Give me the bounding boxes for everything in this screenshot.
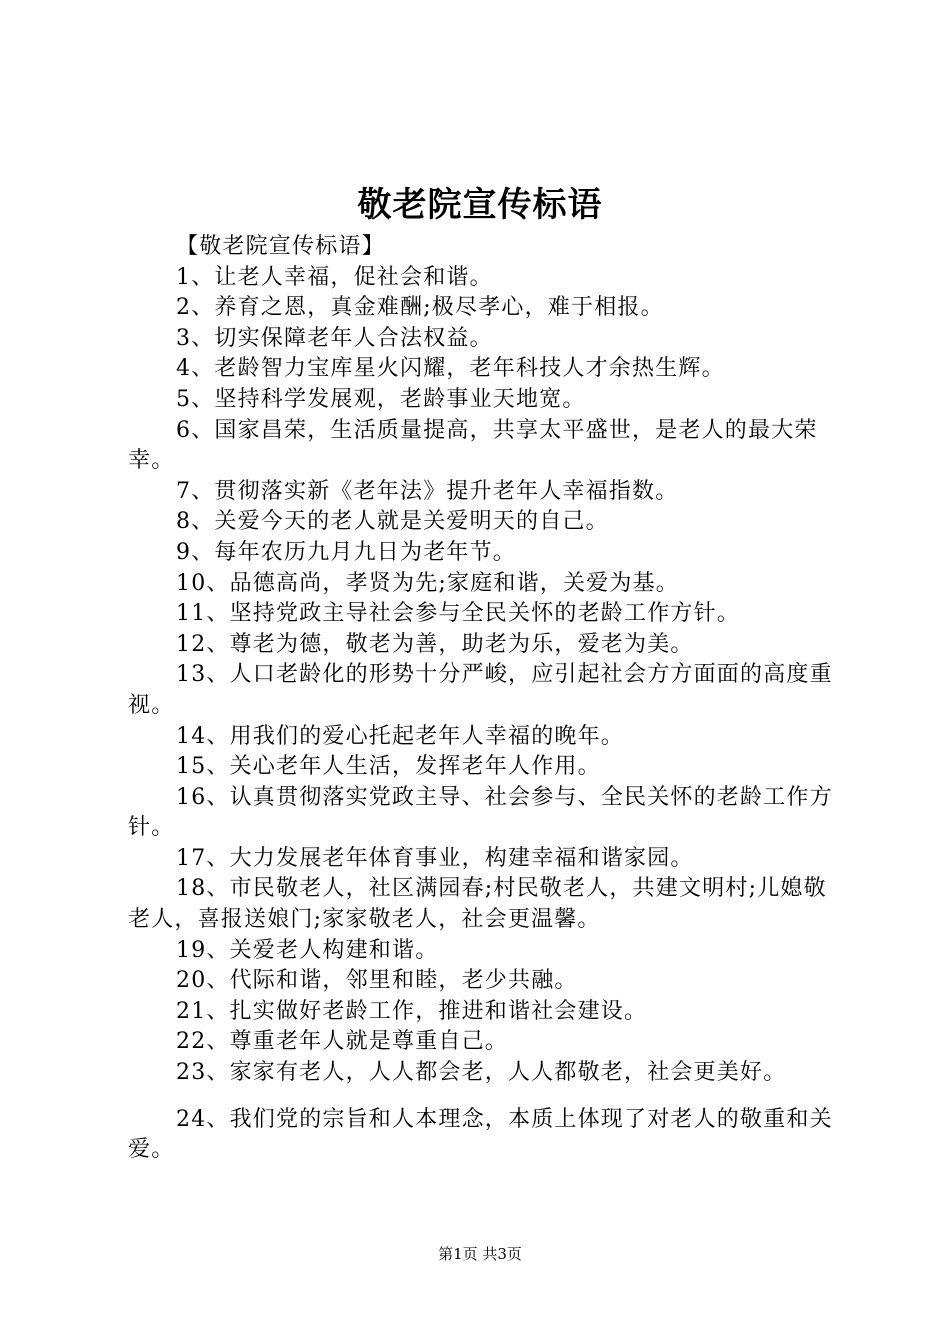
slogan-7: 7、贯彻落实新《老年法》提升老年人幸福指数。 bbox=[176, 478, 679, 504]
slogan-3: 3、切实保障老年人合法权益。 bbox=[176, 325, 493, 351]
slogan-9: 9、每年农历九月九日为老年节。 bbox=[176, 539, 516, 565]
slogan-23: 23、家家有老人，人人都会老，人人都敬老，社会更美好。 bbox=[176, 1060, 787, 1086]
page-footer: 第1页 共3页 bbox=[438, 1245, 522, 1263]
slogan-13: 13、人口老龄化的形势十分严峻，应引起社会方方面面的高度重视。 bbox=[128, 662, 833, 718]
slogan-20: 20、代际和谐，邻里和睦，老少共融。 bbox=[176, 968, 578, 994]
paragraph-heading: 【敬老院宣传标语】 bbox=[176, 234, 385, 259]
slogan-16: 16、认真贯彻落实党政主导、社会参与、全民关怀的老龄工作方针。 bbox=[128, 784, 833, 841]
document-title: 敬老院宣传标语 bbox=[357, 185, 603, 225]
slogan-14: 14、用我们的爱心托起老年人幸福的晚年。 bbox=[176, 723, 624, 749]
slogan-10: 10、品德高尚，孝贤为先;家庭和谐，关爱为基。 bbox=[176, 570, 680, 596]
slogan-21: 21、扎实做好老龄工作，推进和谐社会建设。 bbox=[176, 998, 648, 1024]
slogan-12: 12、尊老为德，敬老为善，助老为乐，爱老为美。 bbox=[176, 631, 694, 657]
slogan-17: 17、大力发展老年体育事业，构建幸福和谐家园。 bbox=[176, 845, 694, 871]
slogan-18: 18、市民敬老人，社区满园春;村民敬老人，共建文明村;儿媳敬老人，喜报送娘门;家家敬老人，社会更温馨。 bbox=[128, 876, 827, 933]
slogan-19: 19、关爱老人构建和谐。 bbox=[176, 937, 439, 963]
slogan-8: 8、关爱今天的老人就是关爱明天的自己。 bbox=[176, 509, 609, 535]
slogan-5: 5、坚持科学发展观，老龄事业天地宽。 bbox=[176, 386, 586, 412]
slogan-22: 22、尊重老年人就是尊重自己。 bbox=[176, 1029, 508, 1055]
slogan-2: 2、养育之恩，真金难酬;极尽孝心，难于相报。 bbox=[176, 295, 664, 321]
slogan-15: 15、关心老年人生活，发挥老年人作用。 bbox=[176, 754, 601, 780]
slogan-6: 6、国家昌荣，生活质量提高，共享太平盛世，是老人的最大荣幸。 bbox=[128, 417, 818, 474]
slogan-11: 11、坚持党政主导社会参与全民关怀的老龄工作方针。 bbox=[176, 601, 740, 627]
slogan-4: 4、老龄智力宝库星火闪耀，老年科技人才余热生辉。 bbox=[176, 356, 725, 382]
document-body bbox=[128, 232, 838, 1166]
slogan-1: 1、让老人幸福，促社会和谐。 bbox=[176, 264, 493, 290]
slogan-24: 24、我们党的宗旨和人本理念，本质上体现了对老人的敬重和关爱。 bbox=[128, 1106, 833, 1163]
